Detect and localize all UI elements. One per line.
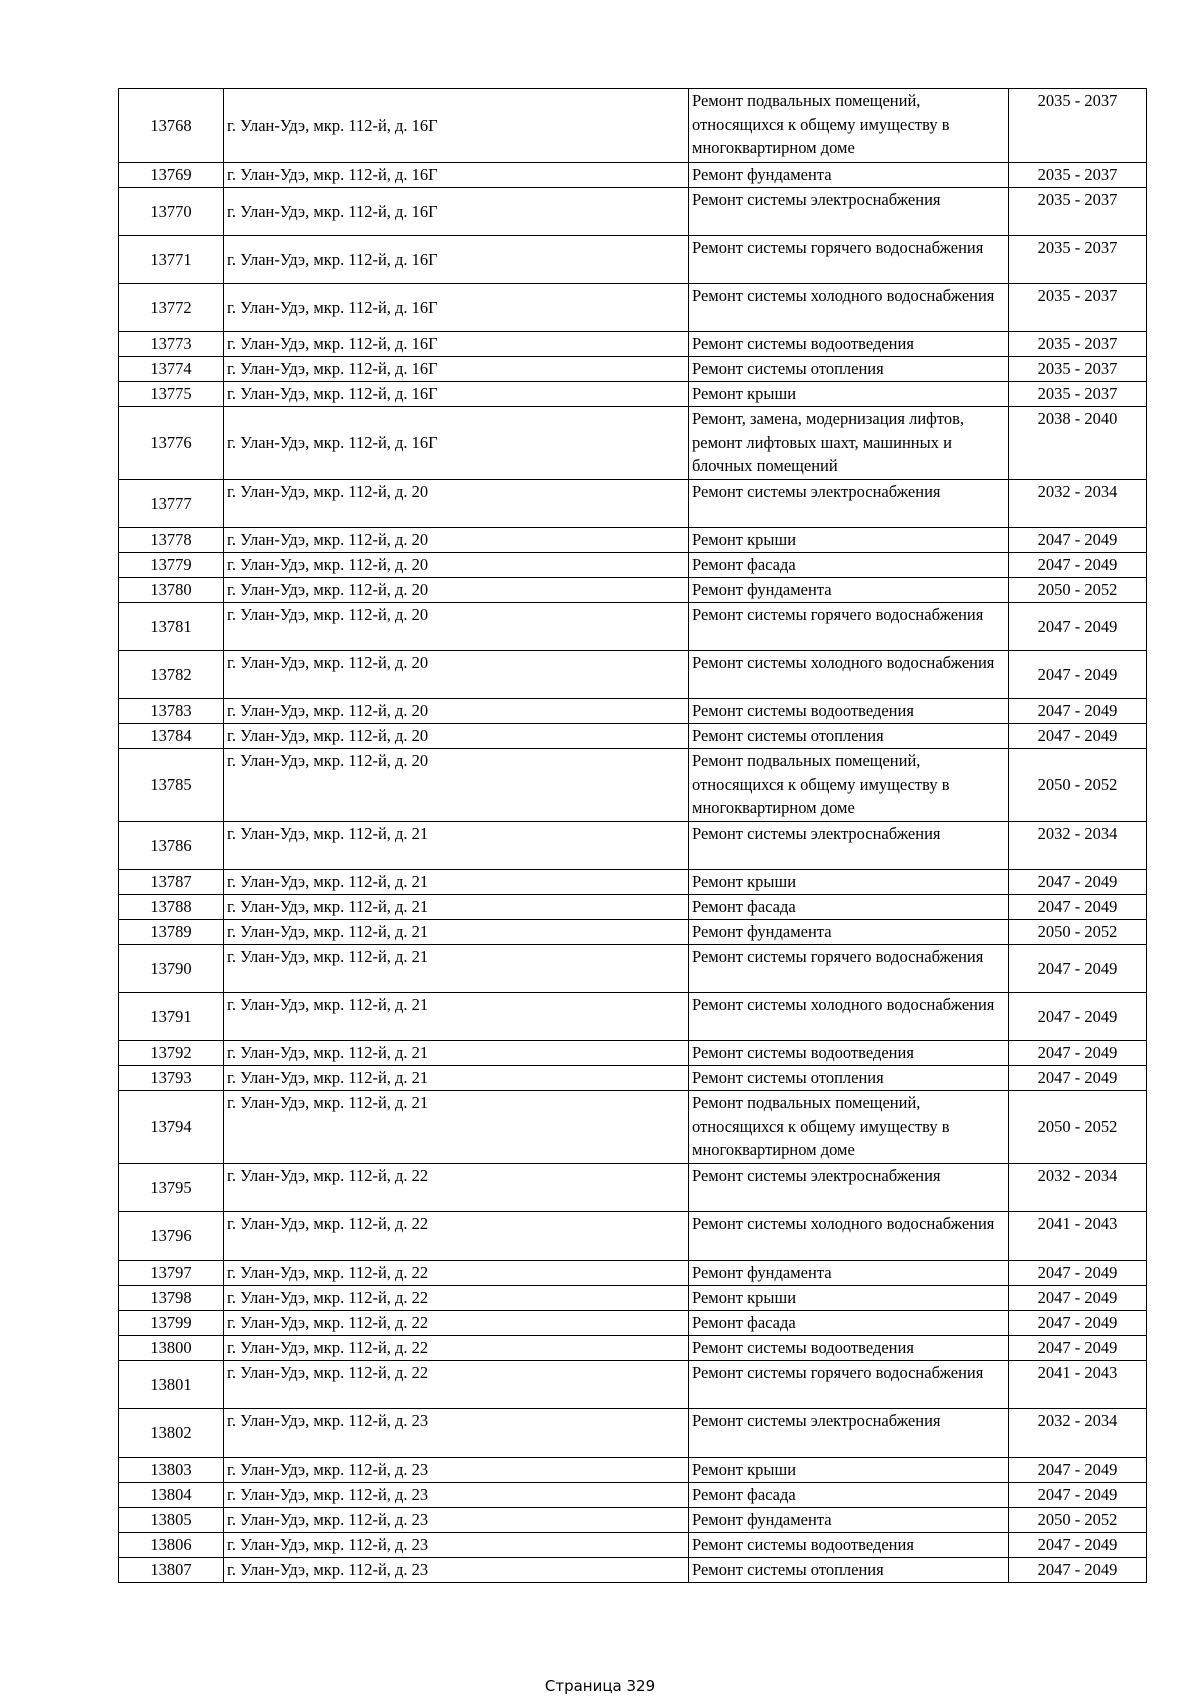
address-cell: г. Улан-Удэ, мкр. 112-й, д. 16Г <box>224 284 689 332</box>
row-number: 13782 <box>119 651 224 699</box>
row-number: 13799 <box>119 1311 224 1336</box>
work-type-cell: Ремонт крыши <box>689 528 1009 553</box>
row-number: 13789 <box>119 920 224 945</box>
address-cell: г. Улан-Удэ, мкр. 112-й, д. 21 <box>224 822 689 870</box>
address-cell: г. Улан-Удэ, мкр. 112-й, д. 21 <box>224 920 689 945</box>
period-cell: 2038 - 2040 <box>1009 407 1147 480</box>
period-cell: 2047 - 2049 <box>1009 553 1147 578</box>
table-row <box>119 163 1147 188</box>
address-cell: г. Улан-Удэ, мкр. 112-й, д. 16Г <box>224 163 689 188</box>
address-cell: г. Улан-Удэ, мкр. 112-й, д. 20 <box>224 603 689 651</box>
table-row <box>119 945 1147 993</box>
period-cell: 2032 - 2034 <box>1009 822 1147 870</box>
period-cell: 2047 - 2049 <box>1009 1041 1147 1066</box>
work-type-cell: Ремонт системы электроснабжения <box>689 188 1009 236</box>
table-row <box>119 1091 1147 1164</box>
address-cell: г. Улан-Удэ, мкр. 112-й, д. 23 <box>224 1409 689 1458</box>
period-cell: 2035 - 2037 <box>1009 332 1147 357</box>
row-number: 13768 <box>119 89 224 163</box>
table-row <box>119 895 1147 920</box>
address-cell: г. Улан-Удэ, мкр. 112-й, д. 22 <box>224 1361 689 1409</box>
work-type-cell: Ремонт фасада <box>689 895 1009 920</box>
table-row <box>119 1533 1147 1558</box>
period-cell: 2047 - 2049 <box>1009 993 1147 1041</box>
period-cell: 2050 - 2052 <box>1009 578 1147 603</box>
work-type-cell: Ремонт системы горячего водоснабжения <box>689 945 1009 993</box>
table-row <box>119 1409 1147 1458</box>
period-cell: 2047 - 2049 <box>1009 945 1147 993</box>
address-cell: г. Улан-Удэ, мкр. 112-й, д. 22 <box>224 1261 689 1286</box>
period-cell: 2047 - 2049 <box>1009 1483 1147 1508</box>
row-number: 13800 <box>119 1336 224 1361</box>
work-type-cell: Ремонт системы отопления <box>689 1066 1009 1091</box>
period-cell: 2047 - 2049 <box>1009 1533 1147 1558</box>
table-row <box>119 1508 1147 1533</box>
address-cell: г. Улан-Удэ, мкр. 112-й, д. 23 <box>224 1533 689 1558</box>
work-type-cell: Ремонт системы холодного водоснабжения <box>689 1212 1009 1261</box>
table-row <box>119 870 1147 895</box>
address-cell: г. Улан-Удэ, мкр. 112-й, д. 20 <box>224 749 689 822</box>
address-cell: г. Улан-Удэ, мкр. 112-й, д. 16Г <box>224 236 689 284</box>
table-row <box>119 236 1147 284</box>
row-number: 13786 <box>119 822 224 870</box>
period-cell: 2047 - 2049 <box>1009 1311 1147 1336</box>
address-cell: г. Улан-Удэ, мкр. 112-й, д. 22 <box>224 1311 689 1336</box>
period-cell: 2032 - 2034 <box>1009 1409 1147 1458</box>
row-number: 13796 <box>119 1212 224 1261</box>
row-number: 13807 <box>119 1558 224 1583</box>
work-type-cell: Ремонт фасада <box>689 553 1009 578</box>
table-row <box>119 1361 1147 1409</box>
table-row <box>119 1558 1147 1583</box>
table-row <box>119 1311 1147 1336</box>
work-type-cell: Ремонт крыши <box>689 870 1009 895</box>
row-number: 13795 <box>119 1164 224 1212</box>
period-cell: 2032 - 2034 <box>1009 480 1147 528</box>
table-row <box>119 1164 1147 1212</box>
work-type-cell: Ремонт системы электроснабжения <box>689 1164 1009 1212</box>
row-number: 13774 <box>119 357 224 382</box>
table-row <box>119 1458 1147 1483</box>
work-type-cell: Ремонт системы электроснабжения <box>689 822 1009 870</box>
work-type-cell: Ремонт крыши <box>689 1458 1009 1483</box>
table-row <box>119 1261 1147 1286</box>
work-type-cell: Ремонт фасада <box>689 1311 1009 1336</box>
period-cell: 2047 - 2049 <box>1009 1558 1147 1583</box>
address-cell: г. Улан-Удэ, мкр. 112-й, д. 21 <box>224 1066 689 1091</box>
period-cell: 2050 - 2052 <box>1009 1091 1147 1164</box>
address-cell: г. Улан-Удэ, мкр. 112-й, д. 22 <box>224 1212 689 1261</box>
work-type-cell: Ремонт фундамента <box>689 920 1009 945</box>
address-cell: г. Улан-Удэ, мкр. 112-й, д. 20 <box>224 480 689 528</box>
row-number: 13791 <box>119 993 224 1041</box>
table-body <box>119 89 1147 1583</box>
table-row <box>119 920 1147 945</box>
table-row <box>119 1483 1147 1508</box>
period-cell: 2047 - 2049 <box>1009 870 1147 895</box>
address-cell: г. Улан-Удэ, мкр. 112-й, д. 16Г <box>224 332 689 357</box>
period-cell: 2035 - 2037 <box>1009 89 1147 163</box>
table-row <box>119 1212 1147 1261</box>
work-type-cell: Ремонт подвальных помещений, относящихся к общему имуществу в многоквартирном доме <box>689 1091 1009 1164</box>
row-number: 13797 <box>119 1261 224 1286</box>
address-cell: г. Улан-Удэ, мкр. 112-й, д. 16Г <box>224 188 689 236</box>
table-row <box>119 528 1147 553</box>
address-cell: г. Улан-Удэ, мкр. 112-й, д. 23 <box>224 1483 689 1508</box>
row-number: 13781 <box>119 603 224 651</box>
work-type-cell: Ремонт системы водоотведения <box>689 1533 1009 1558</box>
period-cell: 2047 - 2049 <box>1009 1286 1147 1311</box>
table-row <box>119 822 1147 870</box>
period-cell: 2047 - 2049 <box>1009 1066 1147 1091</box>
work-type-cell: Ремонт системы горячего водоснабжения <box>689 1361 1009 1409</box>
work-type-cell: Ремонт системы электроснабжения <box>689 480 1009 528</box>
row-number: 13769 <box>119 163 224 188</box>
period-cell: 2047 - 2049 <box>1009 1458 1147 1483</box>
period-cell: 2035 - 2037 <box>1009 284 1147 332</box>
row-number: 13806 <box>119 1533 224 1558</box>
row-number: 13801 <box>119 1361 224 1409</box>
address-cell: г. Улан-Удэ, мкр. 112-й, д. 21 <box>224 945 689 993</box>
address-cell: г. Улан-Удэ, мкр. 112-й, д. 21 <box>224 993 689 1041</box>
period-cell: 2050 - 2052 <box>1009 749 1147 822</box>
table-row <box>119 1336 1147 1361</box>
row-number: 13776 <box>119 407 224 480</box>
address-cell: г. Улан-Удэ, мкр. 112-й, д. 16Г <box>224 89 689 163</box>
row-number: 13790 <box>119 945 224 993</box>
period-cell: 2047 - 2049 <box>1009 1336 1147 1361</box>
row-number: 13798 <box>119 1286 224 1311</box>
work-type-cell: Ремонт системы водоотведения <box>689 1336 1009 1361</box>
row-number: 13779 <box>119 553 224 578</box>
row-number: 13771 <box>119 236 224 284</box>
table-row <box>119 724 1147 749</box>
address-cell: г. Улан-Удэ, мкр. 112-й, д. 16Г <box>224 382 689 407</box>
address-cell: г. Улан-Удэ, мкр. 112-й, д. 21 <box>224 1041 689 1066</box>
period-cell: 2032 - 2034 <box>1009 1164 1147 1212</box>
row-number: 13787 <box>119 870 224 895</box>
work-type-cell: Ремонт системы водоотведения <box>689 332 1009 357</box>
address-cell: г. Улан-Удэ, мкр. 112-й, д. 20 <box>224 724 689 749</box>
table-row <box>119 603 1147 651</box>
table-row <box>119 699 1147 724</box>
row-number: 13773 <box>119 332 224 357</box>
address-cell: г. Улан-Удэ, мкр. 112-й, д. 21 <box>224 870 689 895</box>
work-type-cell: Ремонт фасада <box>689 1483 1009 1508</box>
period-cell: 2035 - 2037 <box>1009 382 1147 407</box>
address-cell: г. Улан-Удэ, мкр. 112-й, д. 23 <box>224 1558 689 1583</box>
period-cell: 2041 - 2043 <box>1009 1212 1147 1261</box>
work-type-cell: Ремонт системы водоотведения <box>689 1041 1009 1066</box>
row-number: 13793 <box>119 1066 224 1091</box>
row-number: 13784 <box>119 724 224 749</box>
period-cell: 2047 - 2049 <box>1009 603 1147 651</box>
row-number: 13772 <box>119 284 224 332</box>
table-row <box>119 382 1147 407</box>
work-type-cell: Ремонт системы горячего водоснабжения <box>689 236 1009 284</box>
period-cell: 2047 - 2049 <box>1009 724 1147 749</box>
address-cell: г. Улан-Удэ, мкр. 112-й, д. 23 <box>224 1458 689 1483</box>
table-row <box>119 188 1147 236</box>
row-number: 13794 <box>119 1091 224 1164</box>
row-number: 13778 <box>119 528 224 553</box>
work-type-cell: Ремонт крыши <box>689 1286 1009 1311</box>
row-number: 13792 <box>119 1041 224 1066</box>
address-cell: г. Улан-Удэ, мкр. 112-й, д. 22 <box>224 1286 689 1311</box>
address-cell: г. Улан-Удэ, мкр. 112-й, д. 20 <box>224 578 689 603</box>
table-row <box>119 1066 1147 1091</box>
period-cell: 2047 - 2049 <box>1009 528 1147 553</box>
row-number: 13780 <box>119 578 224 603</box>
row-number: 13777 <box>119 480 224 528</box>
table-row <box>119 480 1147 528</box>
address-cell: г. Улан-Удэ, мкр. 112-й, д. 21 <box>224 1091 689 1164</box>
work-type-cell: Ремонт крыши <box>689 382 1009 407</box>
row-number: 13788 <box>119 895 224 920</box>
address-cell: г. Улан-Удэ, мкр. 112-й, д. 20 <box>224 699 689 724</box>
period-cell: 2035 - 2037 <box>1009 163 1147 188</box>
period-cell: 2050 - 2052 <box>1009 920 1147 945</box>
work-type-cell: Ремонт фундамента <box>689 163 1009 188</box>
work-type-cell: Ремонт системы холодного водоснабжения <box>689 993 1009 1041</box>
table-row <box>119 332 1147 357</box>
address-cell: г. Улан-Удэ, мкр. 112-й, д. 22 <box>224 1336 689 1361</box>
work-type-cell: Ремонт системы холодного водоснабжения <box>689 651 1009 699</box>
period-cell: 2035 - 2037 <box>1009 188 1147 236</box>
work-type-cell: Ремонт системы электроснабжения <box>689 1409 1009 1458</box>
table-row <box>119 357 1147 382</box>
work-type-cell: Ремонт подвальных помещений, относящихся к общему имуществу в многоквартирном доме <box>689 89 1009 163</box>
address-cell: г. Улан-Удэ, мкр. 112-й, д. 20 <box>224 651 689 699</box>
address-cell: г. Улан-Удэ, мкр. 112-й, д. 22 <box>224 1164 689 1212</box>
table-row <box>119 89 1147 163</box>
work-type-cell: Ремонт системы холодного водоснабжения <box>689 284 1009 332</box>
table-row <box>119 284 1147 332</box>
address-cell: г. Улан-Удэ, мкр. 112-й, д. 20 <box>224 528 689 553</box>
row-number: 13805 <box>119 1508 224 1533</box>
table-row <box>119 553 1147 578</box>
work-type-cell: Ремонт системы отопления <box>689 357 1009 382</box>
table-row <box>119 993 1147 1041</box>
row-number: 13785 <box>119 749 224 822</box>
row-number: 13802 <box>119 1409 224 1458</box>
repair-schedule-table <box>118 88 1147 1583</box>
period-cell: 2050 - 2052 <box>1009 1508 1147 1533</box>
work-type-cell: Ремонт системы водоотведения <box>689 699 1009 724</box>
table-row <box>119 578 1147 603</box>
work-type-cell: Ремонт системы отопления <box>689 724 1009 749</box>
work-type-cell: Ремонт системы отопления <box>689 1558 1009 1583</box>
period-cell: 2047 - 2049 <box>1009 651 1147 699</box>
period-cell: 2047 - 2049 <box>1009 699 1147 724</box>
row-number: 13804 <box>119 1483 224 1508</box>
period-cell: 2041 - 2043 <box>1009 1361 1147 1409</box>
row-number: 13803 <box>119 1458 224 1483</box>
row-number: 13775 <box>119 382 224 407</box>
work-type-cell: Ремонт подвальных помещений, относящихся к общему имуществу в многоквартирном доме <box>689 749 1009 822</box>
page-number: Страница 329 <box>544 1677 656 1695</box>
row-number: 13783 <box>119 699 224 724</box>
period-cell: 2047 - 2049 <box>1009 895 1147 920</box>
table-row <box>119 1041 1147 1066</box>
address-cell: г. Улан-Удэ, мкр. 112-й, д. 23 <box>224 1508 689 1533</box>
address-cell: г. Улан-Удэ, мкр. 112-й, д. 16Г <box>224 357 689 382</box>
period-cell: 2035 - 2037 <box>1009 236 1147 284</box>
work-type-cell: Ремонт, замена, модернизация лифтов, ремонт лифтовых шахт, машинных и блочных помещений <box>689 407 1009 480</box>
address-cell: г. Улан-Удэ, мкр. 112-й, д. 20 <box>224 553 689 578</box>
work-type-cell: Ремонт фундамента <box>689 578 1009 603</box>
work-type-cell: Ремонт фундамента <box>689 1261 1009 1286</box>
address-cell: г. Улан-Удэ, мкр. 112-й, д. 16Г <box>224 407 689 480</box>
table-row <box>119 1286 1147 1311</box>
table-row <box>119 407 1147 480</box>
work-type-cell: Ремонт фундамента <box>689 1508 1009 1533</box>
address-cell: г. Улан-Удэ, мкр. 112-й, д. 21 <box>224 895 689 920</box>
work-type-cell: Ремонт системы горячего водоснабжения <box>689 603 1009 651</box>
period-cell: 2047 - 2049 <box>1009 1261 1147 1286</box>
row-number: 13770 <box>119 188 224 236</box>
table-row <box>119 749 1147 822</box>
table-row <box>119 651 1147 699</box>
period-cell: 2035 - 2037 <box>1009 357 1147 382</box>
